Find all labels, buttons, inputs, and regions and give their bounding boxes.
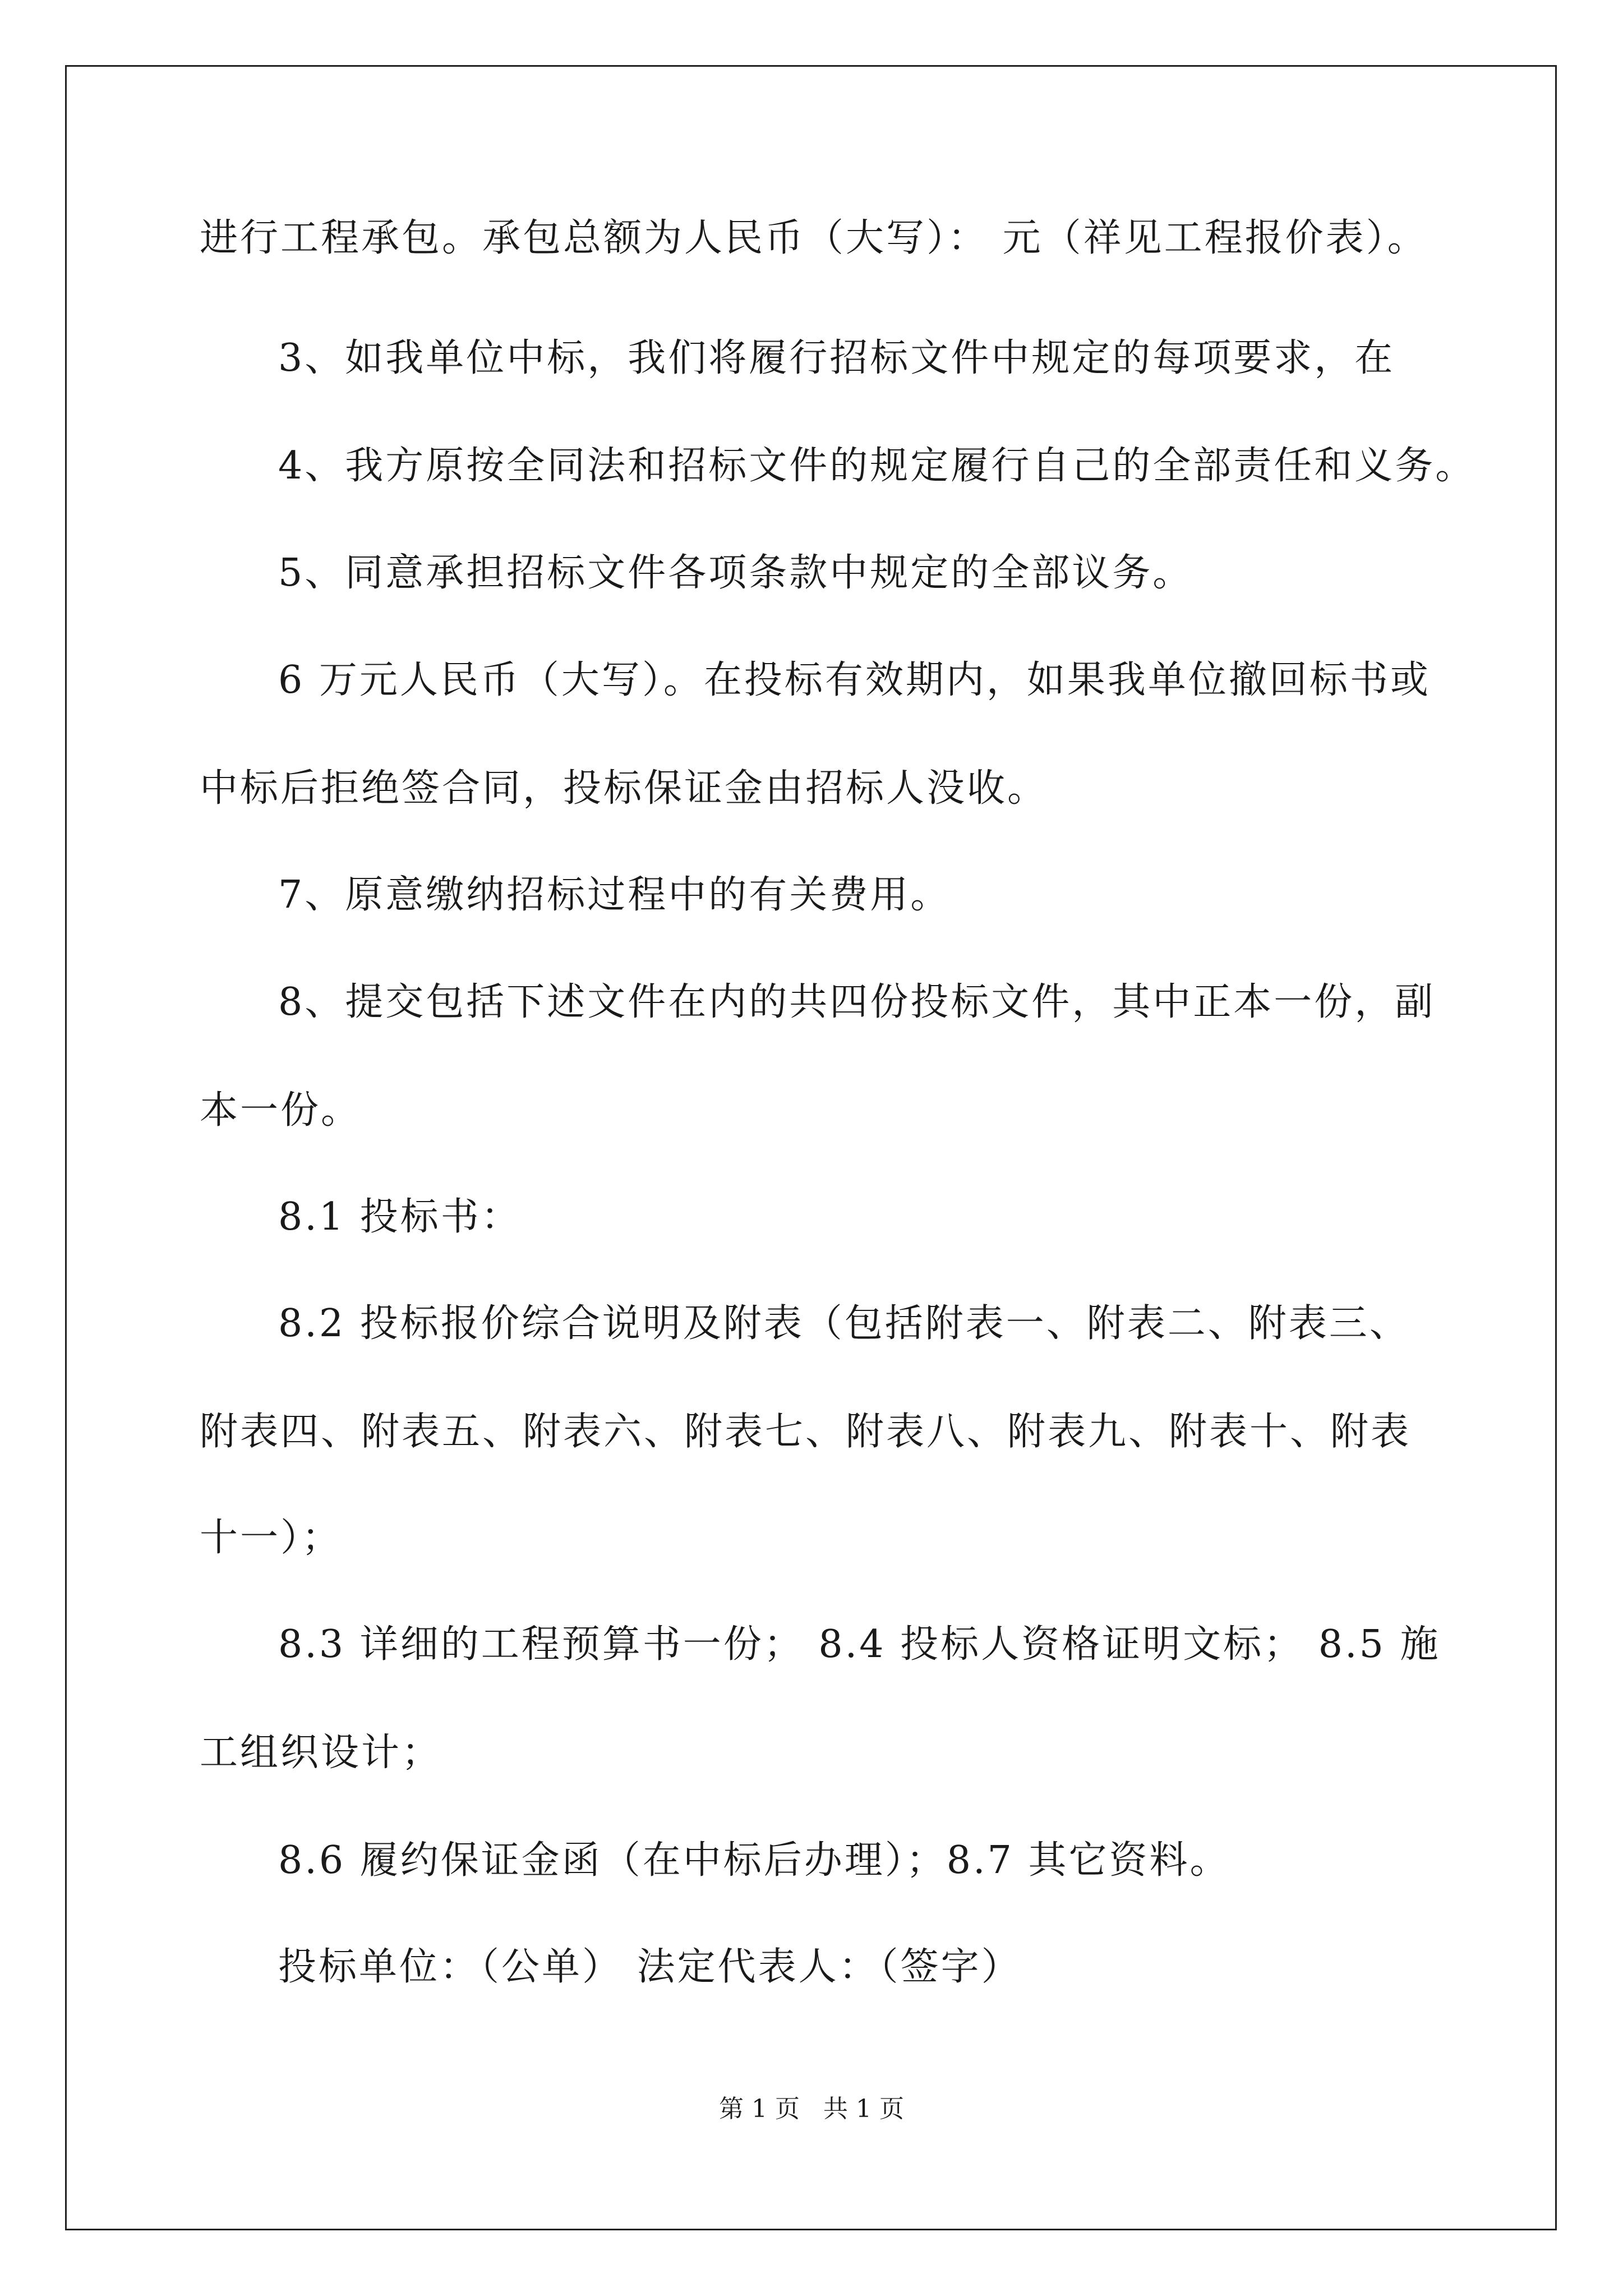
body-line: 进行工程承包。承包总额为人民币（大写）： 元（祥见工程报价表）。 [200, 216, 1428, 260]
body-line: 8、提交包括下述文件在内的共四份投标文件，其中正本一份，副 [278, 980, 1436, 1024]
body-line: 8.1 投标书： [278, 1195, 522, 1239]
body-line: 3、如我单位中标，我们将履行招标文件中规定的每项要求，在 [278, 336, 1395, 380]
body-line: 中标后拒绝签合同，投标保证金由招标人没收。 [200, 766, 1048, 811]
page-footer: 第 1 页 共 1 页 [719, 2095, 904, 2123]
body-line: 8.3 详细的工程预算书一份； 8.4 投标人资格证明文标； 8.5 施 [278, 1622, 1441, 1667]
body-line: 本一份。 [200, 1088, 362, 1133]
body-line: 8.6 履约保证金函（在中标后办理）；8.7 其它资料。 [278, 1838, 1230, 1883]
page-border [65, 65, 1557, 2230]
body-line: 5、同意承担招标文件各项条款中规定的全部议务。 [278, 551, 1193, 595]
body-line: 附表四、附表五、附表六、附表七、附表八、附表九、附表十、附表 [200, 1410, 1412, 1454]
body-line: 投标单位：（公单） 法定代表人：（签字） [278, 1945, 1022, 1989]
body-line: 8.2 投标报价综合说明及附表（包括附表一、附表二、附表三、 [278, 1301, 1410, 1346]
body-line: 工组织设计； [200, 1731, 442, 1775]
body-line: 6 万元人民币（大写）。在投标有效期内，如果我单位撤回标书或 [278, 658, 1431, 702]
body-line: 4、我方原按全同法和招标文件的规定履行自己的全部责任和义务。 [278, 444, 1476, 488]
body-line: 十一）； [200, 1516, 343, 1560]
body-line: 7、原意缴纳招标过程中的有关费用。 [278, 873, 951, 917]
